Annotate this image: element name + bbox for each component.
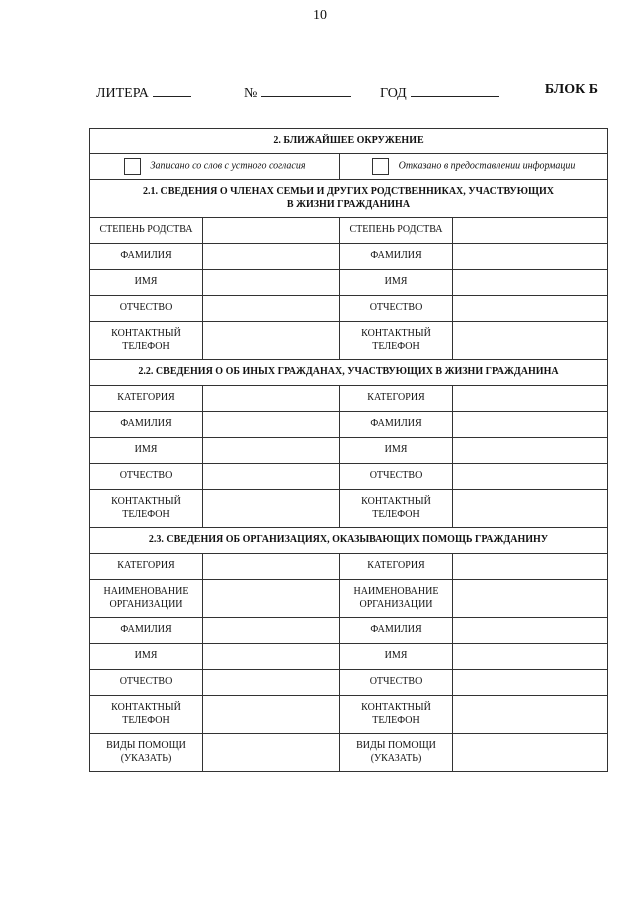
litera-label: ЛИТЕРА: [96, 86, 149, 101]
field-label-line1: ОТЧЕСТВО: [119, 676, 173, 688]
field-value-cell[interactable]: [203, 218, 340, 244]
consent-oral-checkbox[interactable]: [124, 158, 141, 175]
field-label-line1: ОТЧЕСТВО: [369, 676, 423, 688]
form-header: [96, 82, 598, 102]
field-value-cell[interactable]: [453, 670, 608, 696]
field-label: [340, 618, 453, 644]
litera-field: [96, 82, 191, 102]
field-value-cell[interactable]: [453, 438, 608, 464]
block-label: БЛОК Б: [544, 82, 598, 97]
form-row: [90, 270, 608, 296]
form-row: [90, 438, 608, 464]
field-label-line1: КАТЕГОРИЯ: [367, 392, 425, 404]
form-row: [90, 386, 608, 412]
field-label: [90, 438, 203, 464]
form-row: [90, 490, 608, 528]
field-label-line2: ТЕЛЕФОН: [372, 340, 420, 352]
field-label: [90, 244, 203, 270]
field-label-line2: ТЕЛЕФОН: [122, 340, 170, 352]
field-label-line1: СТЕПЕНЬ РОДСТВА: [349, 224, 443, 236]
field-value-cell[interactable]: [203, 412, 340, 438]
field-label-line2: ТЕЛЕФОН: [372, 714, 420, 726]
field-value-cell[interactable]: [203, 580, 340, 618]
consent-refused-option[interactable]: [340, 154, 608, 180]
field-label: [340, 322, 453, 360]
consent-refused-label: Отказано в предоставлении информации: [398, 160, 576, 172]
field-value-cell[interactable]: [453, 696, 608, 734]
field-label-line1: ФАМИЛИЯ: [370, 418, 422, 430]
field-value-cell[interactable]: [453, 412, 608, 438]
field-value-cell[interactable]: [453, 618, 608, 644]
field-label: [340, 490, 453, 528]
form-row: [90, 696, 608, 734]
field-value-cell[interactable]: [203, 734, 340, 772]
field-label-line1: КАТЕГОРИЯ: [117, 560, 175, 572]
field-value-cell[interactable]: [453, 218, 608, 244]
field-value-cell[interactable]: [203, 490, 340, 528]
field-value-cell[interactable]: [203, 270, 340, 296]
field-label-line1: КАТЕГОРИЯ: [367, 560, 425, 572]
field-label-line1: ОТЧЕСТВО: [369, 302, 423, 314]
field-value-cell[interactable]: [203, 554, 340, 580]
field-label-line1: ОТЧЕСТВО: [119, 470, 173, 482]
number-blank[interactable]: [261, 82, 351, 97]
field-label-line1: ФАМИЛИЯ: [120, 250, 172, 262]
field-value-cell[interactable]: [453, 386, 608, 412]
field-label-line2: ТЕЛЕФОН: [372, 508, 420, 520]
field-value-cell[interactable]: [453, 734, 608, 772]
field-label-line1: ИМЯ: [134, 650, 158, 662]
year-label: ГОД: [380, 86, 407, 101]
field-label-line1: ИМЯ: [384, 444, 408, 456]
field-label: [90, 386, 203, 412]
form-row: [90, 580, 608, 618]
field-value-cell[interactable]: [453, 322, 608, 360]
field-label-line1: ФАМИЛИЯ: [120, 624, 172, 636]
section-2-2-title: 2.2. СВЕДЕНИЯ О ОБ ИНЫХ ГРАЖДАНАХ, УЧАСТВУЮЩИХ В ЖИЗНИ ГРАЖДАНИНА: [90, 360, 608, 386]
field-label: [340, 670, 453, 696]
field-label: [90, 270, 203, 296]
field-value-cell[interactable]: [453, 244, 608, 270]
field-value-cell[interactable]: [203, 244, 340, 270]
field-value-cell[interactable]: [203, 296, 340, 322]
field-label-line1: КАТЕГОРИЯ: [117, 392, 175, 404]
form-row: [90, 670, 608, 696]
consent-oral-option[interactable]: [90, 154, 340, 180]
form-title: 2. БЛИЖАЙШЕЕ ОКРУЖЕНИЕ: [90, 129, 608, 154]
field-label-line1: ИМЯ: [134, 276, 158, 288]
environment-form-table: [89, 128, 608, 772]
field-label-line2: (УКАЗАТЬ): [370, 752, 422, 764]
form-row: [90, 322, 608, 360]
field-label-line1: ФАМИЛИЯ: [370, 624, 422, 636]
field-value-cell[interactable]: [203, 618, 340, 644]
field-label: [90, 734, 203, 772]
field-label: [90, 218, 203, 244]
field-label-line1: ИМЯ: [384, 276, 408, 288]
year-field: [380, 82, 499, 102]
form-row: [90, 296, 608, 322]
field-label-line1: КОНТАКТНЫЙ: [111, 702, 181, 713]
field-value-cell[interactable]: [453, 296, 608, 322]
field-label: [90, 322, 203, 360]
field-label-line1: ИМЯ: [134, 444, 158, 456]
field-label: [340, 580, 453, 618]
section-2-1-title-line2: В ЖИЗНИ ГРАЖДАНИНА: [286, 198, 411, 210]
number-field: [244, 82, 351, 102]
field-label-line1: НАИМЕНОВАНИЕ: [353, 586, 439, 597]
field-label-line1: ОТЧЕСТВО: [119, 302, 173, 314]
field-label: [90, 580, 203, 618]
field-label-line1: КОНТАКТНЫЙ: [361, 328, 431, 339]
section-2-3-title: 2.3. СВЕДЕНИЯ ОБ ОРГАНИЗАЦИЯХ, ОКАЗЫВАЮЩИХ ПОМОЩЬ ГРАЖДАНИНУ: [90, 528, 608, 554]
field-label: [340, 734, 453, 772]
field-label: [340, 554, 453, 580]
field-label: [340, 270, 453, 296]
field-label-line1: ВИДЫ ПОМОЩИ: [356, 740, 436, 751]
field-label: [340, 644, 453, 670]
field-label-line1: КОНТАКТНЫЙ: [361, 496, 431, 507]
field-label-line1: НАИМЕНОВАНИЕ: [103, 586, 189, 597]
field-label: [340, 438, 453, 464]
field-value-cell[interactable]: [453, 554, 608, 580]
form-row: [90, 554, 608, 580]
field-label: [90, 618, 203, 644]
field-label-line1: СТЕПЕНЬ РОДСТВА: [99, 224, 193, 236]
field-label: [90, 670, 203, 696]
field-label-line1: КОНТАКТНЫЙ: [111, 496, 181, 507]
field-value-cell[interactable]: [453, 580, 608, 618]
section-2-1-title: [90, 180, 608, 218]
field-label: [90, 696, 203, 734]
field-value-cell[interactable]: [203, 696, 340, 734]
field-label-line2: (УКАЗАТЬ): [120, 752, 172, 764]
field-value-cell[interactable]: [453, 490, 608, 528]
field-label-line1: ОТЧЕСТВО: [369, 470, 423, 482]
field-value-cell[interactable]: [453, 270, 608, 296]
form-row: [90, 464, 608, 490]
field-label: [340, 296, 453, 322]
field-value-cell[interactable]: [203, 670, 340, 696]
page-number: 10: [313, 8, 327, 23]
field-label: [90, 464, 203, 490]
field-label: [90, 644, 203, 670]
field-value-cell[interactable]: [203, 438, 340, 464]
field-value-cell[interactable]: [453, 644, 608, 670]
section-2-1-title-line1: 2.1. СВЕДЕНИЯ О ЧЛЕНАХ СЕМЬИ И ДРУГИХ РОДСТВЕННИКАХ, УЧАСТВУЮЩИХ: [143, 186, 554, 197]
field-label: [90, 490, 203, 528]
field-label-line2: ОРГАНИЗАЦИИ: [359, 598, 433, 610]
field-label: [340, 386, 453, 412]
form-row: [90, 244, 608, 270]
field-label-line1: КОНТАКТНЫЙ: [361, 702, 431, 713]
field-label: [90, 412, 203, 438]
form-row: [90, 412, 608, 438]
field-label-line1: ФАМИЛИЯ: [370, 250, 422, 262]
form-row: [90, 618, 608, 644]
field-label: [340, 218, 453, 244]
field-value-cell[interactable]: [203, 322, 340, 360]
year-blank[interactable]: [411, 82, 499, 97]
number-label: №: [244, 86, 258, 101]
field-value-cell[interactable]: [453, 464, 608, 490]
field-label: [340, 464, 453, 490]
form-row: [90, 218, 608, 244]
field-label-line1: ФАМИЛИЯ: [120, 418, 172, 430]
field-label: [340, 696, 453, 734]
form-row: [90, 734, 608, 772]
field-label: [340, 412, 453, 438]
field-label-line1: ИМЯ: [384, 650, 408, 662]
field-value-cell[interactable]: [203, 386, 340, 412]
consent-oral-label: Записано со слов с устного согласия: [150, 160, 306, 172]
field-label: [340, 244, 453, 270]
field-value-cell[interactable]: [203, 464, 340, 490]
form-row: [90, 644, 608, 670]
field-label-line2: ТЕЛЕФОН: [122, 508, 170, 520]
field-value-cell[interactable]: [203, 644, 340, 670]
field-label-line1: КОНТАКТНЫЙ: [111, 328, 181, 339]
field-label: [90, 554, 203, 580]
field-label-line1: ВИДЫ ПОМОЩИ: [106, 740, 186, 751]
field-label-line2: ОРГАНИЗАЦИИ: [109, 598, 183, 610]
litera-blank[interactable]: [153, 82, 191, 97]
field-label-line2: ТЕЛЕФОН: [122, 714, 170, 726]
consent-refused-checkbox[interactable]: [372, 158, 389, 175]
field-label: [90, 296, 203, 322]
